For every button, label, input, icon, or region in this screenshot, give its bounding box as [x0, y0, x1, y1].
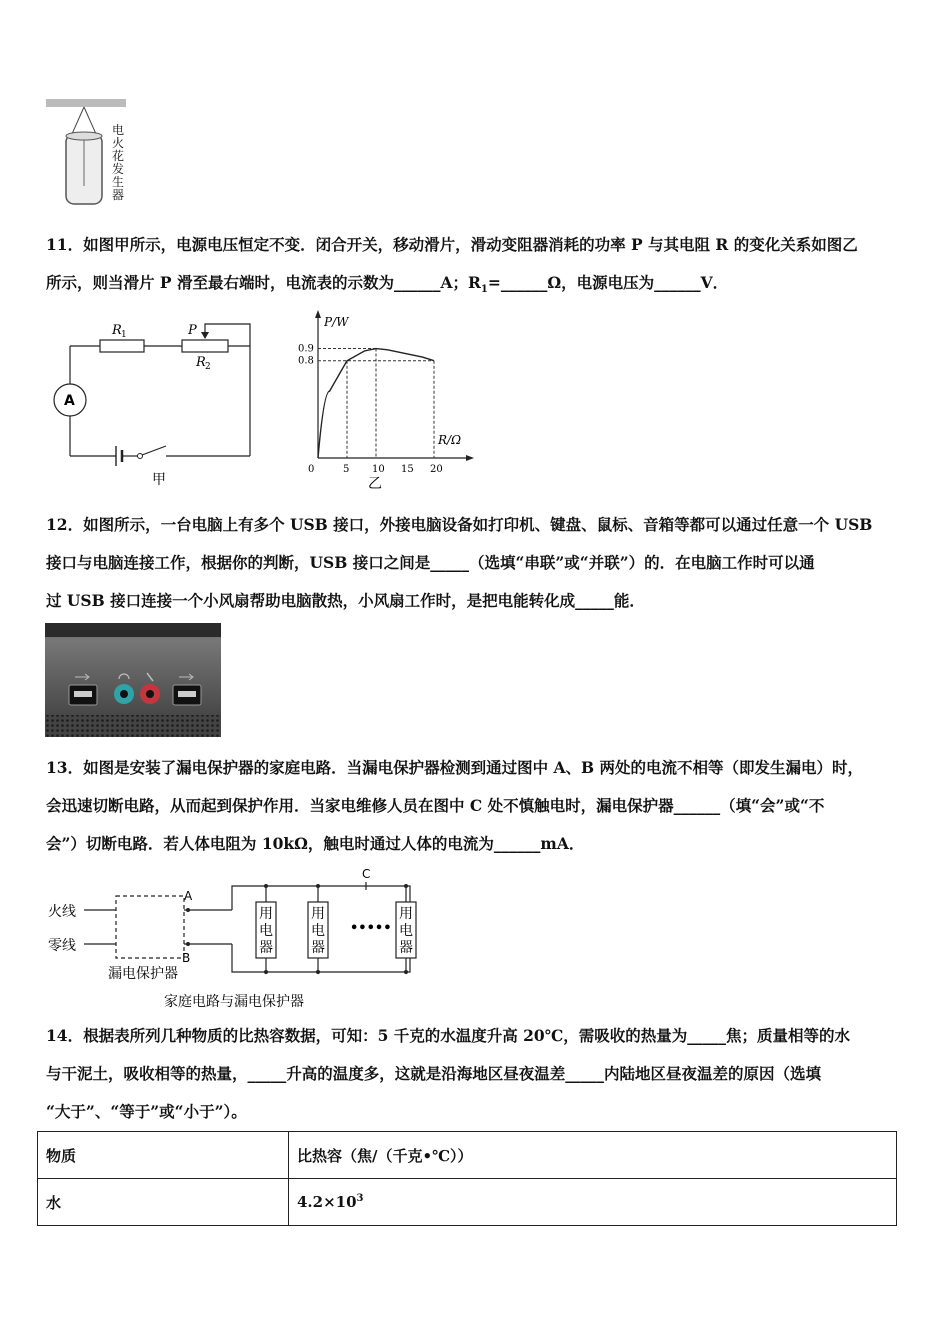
y-tick-label: 0.8 — [298, 355, 314, 367]
q11-line1: 11．如图甲所示，电源电压恒定不变．闭合开关，移动滑片，滑动变阻器消耗的功率 P 与其电阻 R 的变化关系如图乙 — [46, 235, 858, 254]
question-14 — [46, 1017, 906, 1131]
question-13 — [46, 749, 906, 863]
vent-grille — [45, 715, 221, 737]
household-circuit-diagram — [44, 862, 444, 1014]
label-b: B — [182, 951, 191, 965]
appliance-label-char: 器 — [311, 940, 325, 956]
label-c: C — [362, 867, 371, 881]
appliance-label-char: 用 — [311, 906, 325, 922]
spark-generator-label: 电火花发生器 — [112, 123, 125, 202]
table-header-cell: 物质 — [38, 1132, 289, 1179]
appliance-label-char: 器 — [259, 940, 273, 956]
appliance-label-char: 电 — [399, 923, 413, 939]
svg-text:2: 2 — [205, 362, 211, 372]
q12-line3: 过 USB 接口连接一个小风扇帮助电脑散热，小风扇工作时，是把电能转化成_____能． — [46, 591, 645, 610]
appliance-label-char: 器 — [399, 940, 413, 956]
q11-circuit-diagram — [50, 318, 260, 490]
q11-line2-tail: =______Ω，电源电压为______V． — [487, 273, 729, 292]
table-cell: $4.2\times 10^3$ — [289, 1179, 897, 1226]
label-r2: R — [196, 355, 206, 370]
x-tick-label: 5 — [343, 464, 350, 475]
q13-line1: 13．如图是安装了漏电保护器的家庭电路．当漏电保护器检测到通过图中 A、B 两处的电流不相等（即发生漏电）时， — [46, 758, 863, 777]
table-header-row — [38, 1132, 897, 1179]
appliance-label-char: 用 — [259, 906, 273, 922]
label-yi: 乙 — [368, 476, 382, 492]
rheostat-r2 — [182, 340, 228, 352]
svg-text:1: 1 — [121, 330, 127, 340]
appliance-label-char: 电 — [259, 923, 273, 939]
ellipsis-dots: ••••• — [350, 921, 392, 936]
q14-line1: 14．根据表所列几种物质的比热容数据，可知：5 千克的水温度升高 20℃，需吸收的热量为_____焦；质量相等的水 — [46, 1026, 851, 1045]
ceiling-bar — [46, 99, 126, 107]
diagram-caption: 家庭电路与漏电保护器 — [164, 994, 304, 1010]
live-wire-label: 火线 — [48, 904, 76, 920]
label-r1: R — [112, 323, 122, 338]
label-jia: 甲 — [152, 472, 166, 488]
label-ammeter: A — [64, 393, 75, 409]
slider-arrow — [201, 332, 209, 339]
label-p: P — [188, 323, 197, 338]
x-axis-arrow — [466, 455, 474, 461]
resistor-r1 — [100, 340, 144, 352]
appliance-label-char: 用 — [399, 906, 413, 922]
q13-line2: 会迅速切断电路，从而起到保护作用．当家电维修人员在图中 C 处不慎触电时，漏电保护器______（填“会”或“不 — [46, 796, 825, 815]
q11-line2: 所示，则当滑片 P 滑至最右端时，电流表的示数为______A；R — [46, 273, 481, 292]
q11-r1-sub: 1 — [480, 284, 488, 296]
question-12 — [46, 506, 906, 620]
x-tick-label: 10 — [372, 464, 385, 475]
q11-power-resistance-chart — [290, 308, 480, 492]
label-a: A — [184, 889, 193, 903]
table-row — [38, 1179, 897, 1226]
y-axis-arrow — [315, 310, 321, 318]
usb-port-panel-photo — [45, 623, 221, 737]
table-header-cell: 比热容（焦/（千克•℃）） — [289, 1132, 897, 1179]
x-tick-label: 15 — [401, 464, 414, 475]
x-axis-label: R/Ω — [438, 433, 462, 447]
question-11 — [46, 226, 906, 309]
x-tick-label: 20 — [430, 464, 443, 475]
q12-line2: 接口与电脑连接工作，根据你的判断，USB 接口之间是_____（选填“串联”或“并联”）的．在电脑工作时可以通 — [46, 553, 815, 572]
q14-line2: 与干泥土，吸收相等的热量，_____升高的温度多，这就是沿海地区昼夜温差_____内陆地区昼夜温差的原因（选填 — [46, 1064, 822, 1083]
leakage-protector-box — [116, 896, 184, 958]
x-tick-label: 0 — [308, 464, 315, 475]
y-tick-label: 0.9 — [298, 343, 314, 355]
leakage-protector-label: 漏电保护器 — [108, 966, 178, 982]
q13-line3: 会”）切断电路．若人体电阻为 10kΩ，触电时通过人体的电流为______mA． — [46, 834, 585, 853]
switch — [142, 446, 166, 455]
table-cell: 水 — [38, 1179, 289, 1226]
specific-heat-table — [37, 1131, 897, 1226]
y-axis-label: P/W — [324, 315, 349, 329]
q12-line1: 12．如图所示，一台电脑上有多个 USB 接口，外接电脑设备如打印机、键盘、鼠标、音箱等都可以通过任意一个 USB — [46, 515, 873, 534]
appliance-label-char: 电 — [311, 923, 325, 939]
neutral-wire-label: 零线 — [48, 938, 76, 954]
q14-line3: “大于”、“等于”或“小于”）。 — [46, 1102, 247, 1121]
